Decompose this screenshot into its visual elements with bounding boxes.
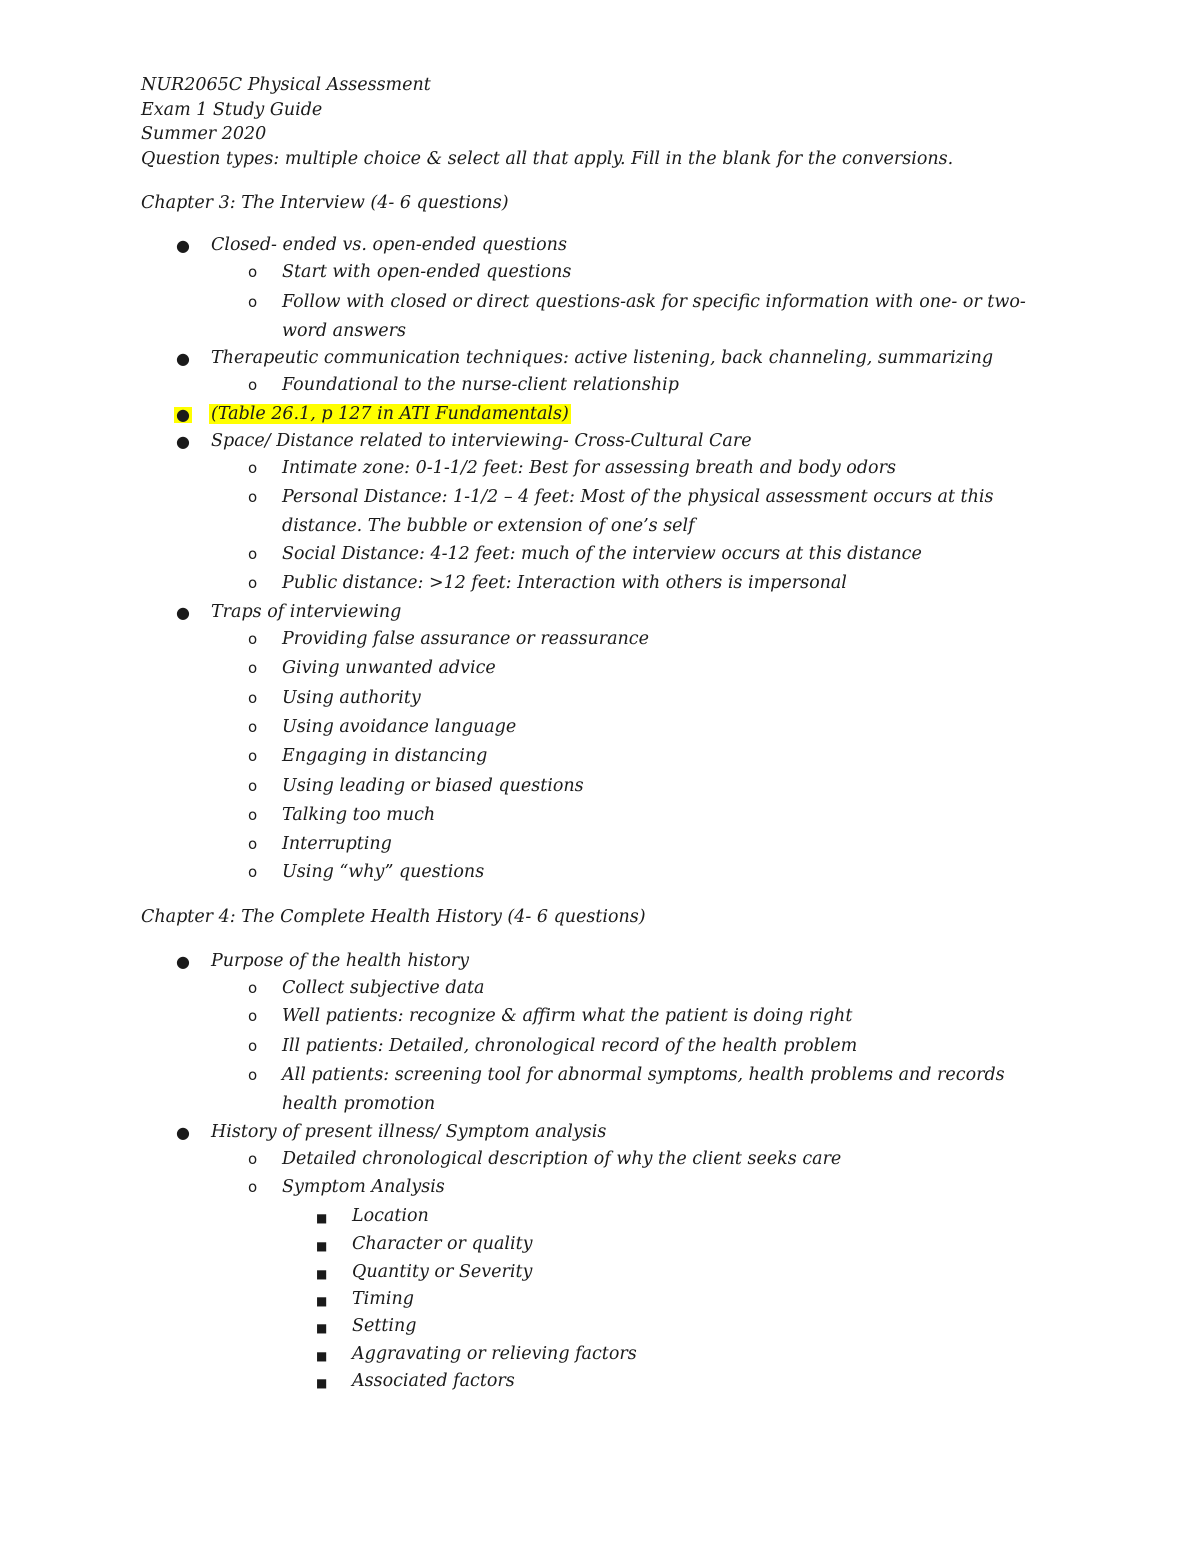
sub-bullet: o xyxy=(248,459,258,477)
list-item: Talking too much xyxy=(282,805,436,825)
ill-patients-item: Ill patients: Detailed, chronological record of the health problem xyxy=(282,1036,858,1056)
sub-bullet: o xyxy=(248,979,258,997)
all-patients-item: All patients: screening tool for abnormal symptoms, health problems and records xyxy=(282,1065,1005,1085)
square-bullet: ■ xyxy=(316,1376,328,1390)
chapter4-heading: Chapter 4: The Complete Health History (4- 6 questions) xyxy=(141,907,646,927)
list-item: Giving unwanted advice xyxy=(282,658,496,678)
list-item: Associated factors xyxy=(352,1371,515,1391)
sub-bullet: o xyxy=(248,630,258,648)
square-bullet: ■ xyxy=(316,1349,328,1363)
hpi-item: History of present illness/ Symptom analysis xyxy=(211,1122,607,1142)
square-bullet: ■ xyxy=(316,1239,328,1253)
traps-item: Traps of interviewing xyxy=(211,602,402,622)
list-item: Interrupting xyxy=(282,834,392,854)
list-item: Character or quality xyxy=(352,1234,533,1254)
personal-distance-item: Personal Distance: 1-1/2 – 4 feet: Most of the physical assessment occurs at this xyxy=(282,487,994,507)
sub-bullet: o xyxy=(248,806,258,824)
square-bullet: ■ xyxy=(316,1294,328,1308)
course-title: NUR2065C Physical Assessment xyxy=(141,75,431,95)
personal-distance-item-cont: distance. The bubble or extension of one’s self xyxy=(282,516,695,536)
list-item: Using “why” questions xyxy=(282,862,485,882)
sub-bullet: o xyxy=(248,1178,258,1196)
list-item: Aggravating or relieving factors xyxy=(352,1344,637,1364)
foundational-item: Foundational to the nurse-client relationship xyxy=(282,375,679,395)
sub-bullet: o xyxy=(248,545,258,563)
sub-bullet: o xyxy=(248,1150,258,1168)
list-item: Using authority xyxy=(282,688,421,708)
bullet-highlighted: ● xyxy=(176,405,190,424)
list-item: Using avoidance language xyxy=(282,717,517,737)
bullet: ● xyxy=(176,432,190,451)
list-item: Providing false assurance or reassurance xyxy=(282,629,649,649)
follow-closed-item-cont: word answers xyxy=(282,321,407,341)
sub-bullet: o xyxy=(248,574,258,592)
all-patients-item-cont: health promotion xyxy=(282,1094,436,1114)
list-item: Timing xyxy=(352,1289,414,1309)
square-bullet: ■ xyxy=(316,1211,328,1225)
list-item: Engaging in distancing xyxy=(282,746,488,766)
sub-bullet: o xyxy=(248,863,258,881)
sub-bullet: o xyxy=(248,1066,258,1084)
sub-bullet: o xyxy=(248,659,258,677)
list-item: Setting xyxy=(352,1316,417,1336)
term-label: Summer 2020 xyxy=(141,124,267,144)
sub-bullet: o xyxy=(248,293,258,311)
follow-closed-item: Follow with closed or direct questions-ask for specific information with one- or two- xyxy=(282,292,1026,312)
list-item: Quantity or Severity xyxy=(352,1262,533,1282)
question-types: Question types: multiple choice & select all that apply. Fill in the blank for the conversions. xyxy=(141,149,954,169)
list-item: Using leading or biased questions xyxy=(282,776,584,796)
sub-bullet: o xyxy=(248,376,258,394)
bullet: ● xyxy=(176,349,190,368)
collect-item: Collect subjective data xyxy=(282,978,485,998)
start-open-item: Start with open-ended questions xyxy=(282,262,572,282)
sub-bullet: o xyxy=(248,835,258,853)
sub-bullet: o xyxy=(248,263,258,281)
list-item: Location xyxy=(352,1206,429,1226)
detailed-item: Detailed chronological description of why the client seeks care xyxy=(282,1149,842,1169)
sub-bullet: o xyxy=(248,777,258,795)
bullet: ● xyxy=(176,1123,190,1142)
guide-title: Exam 1 Study Guide xyxy=(141,100,323,120)
sub-bullet: o xyxy=(248,718,258,736)
intimate-zone-item: Intimate zone: 0-1-1/2 feet: Best for assessing breath and body odors xyxy=(282,458,896,478)
square-bullet: ■ xyxy=(316,1321,328,1335)
bullet: ● xyxy=(176,236,190,255)
therapeutic-item: Therapeutic communication techniques: active listening, back channeling, summarizing xyxy=(211,348,994,368)
table-reference: (Table 26.1, p 127 in ATI Fundamentals) xyxy=(211,404,569,424)
social-distance-item: Social Distance: 4-12 feet: much of the interview occurs at this distance xyxy=(282,544,922,564)
chapter3-heading: Chapter 3: The Interview (4- 6 questions) xyxy=(141,193,509,213)
sub-bullet: o xyxy=(248,1037,258,1055)
bullet: ● xyxy=(176,952,190,971)
well-patients-item: Well patients: recognize & affirm what the patient is doing right xyxy=(282,1006,853,1026)
public-distance-item: Public distance: >12 feet: Interaction with others is impersonal xyxy=(282,573,847,593)
sub-bullet: o xyxy=(248,1007,258,1025)
purpose-item: Purpose of the health history xyxy=(211,951,470,971)
space-distance-item: Space/ Distance related to interviewing- Cross-Cultural Care xyxy=(211,431,752,451)
square-bullet: ■ xyxy=(316,1267,328,1281)
symptom-analysis-item: Symptom Analysis xyxy=(282,1177,445,1197)
sub-bullet: o xyxy=(248,488,258,506)
sub-bullet: o xyxy=(248,689,258,707)
closed-ended-item: Closed- ended vs. open-ended questions xyxy=(211,235,567,255)
bullet: ● xyxy=(176,603,190,622)
sub-bullet: o xyxy=(248,747,258,765)
